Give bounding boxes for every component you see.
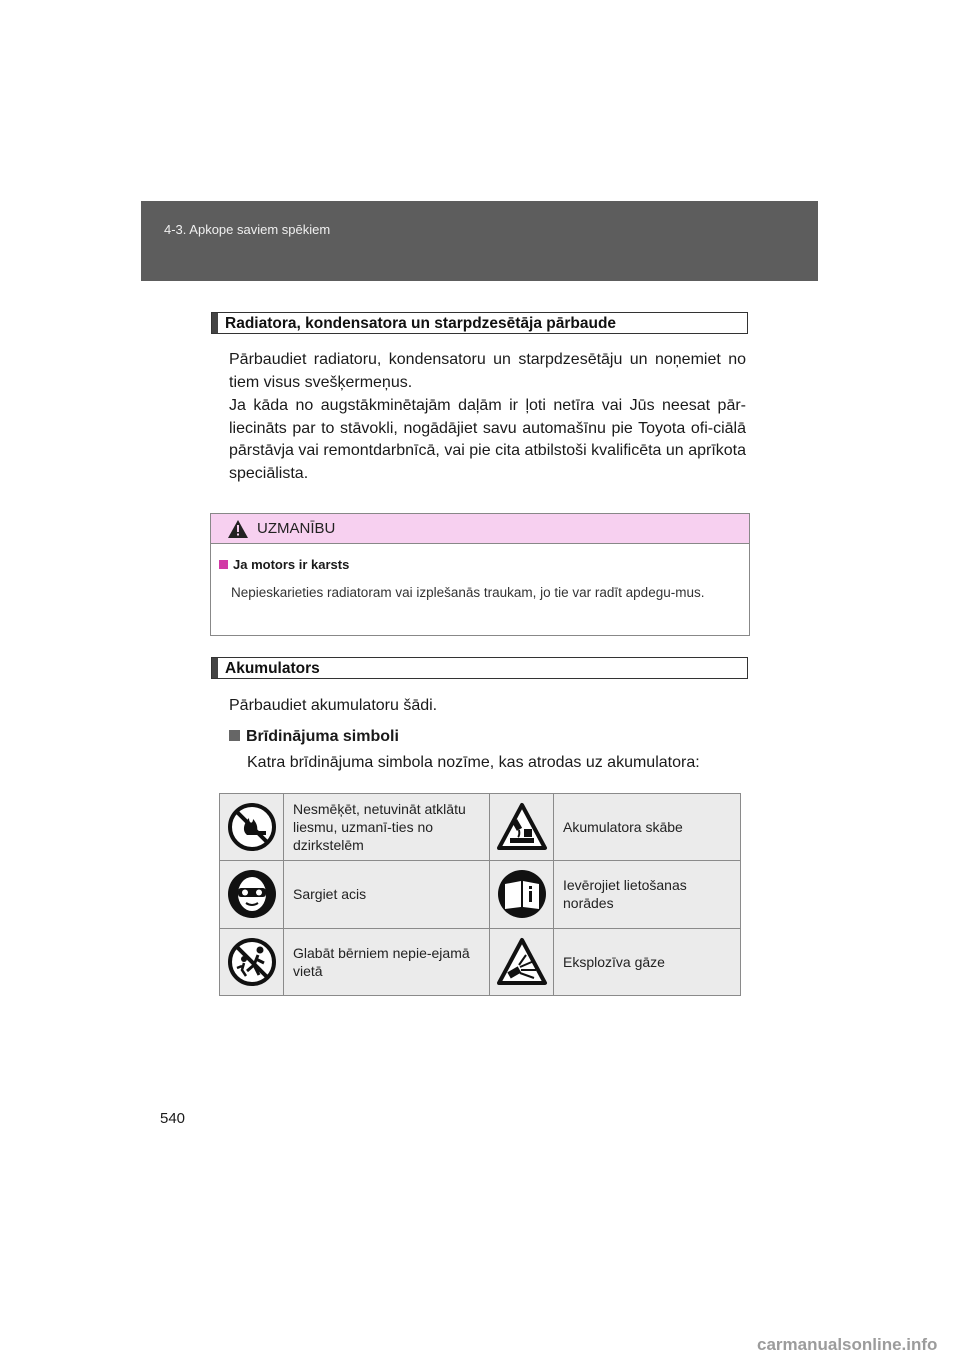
symbol-label-manual: Ievērojiet lietošanas norādes	[554, 861, 741, 928]
caution-text: Nepieskarieties radiatoram vai izplešanās traukam, jo tie var radīt apdegu-mus.	[231, 585, 705, 600]
pink-bullet-icon	[219, 560, 228, 569]
explosive-icon	[496, 937, 548, 987]
symbol-label-acid: Akumulatora skābe	[554, 794, 741, 861]
symbol-label-explosive: Eksplozīva gāze	[554, 928, 741, 995]
table-row	[220, 794, 741, 861]
section-heading-text: Radiatora, kondensatora un starpdzesētāja pārbaude	[225, 315, 617, 332]
symbol-label-goggles: Sargiet acis	[284, 861, 490, 928]
gray-bullet-icon	[229, 730, 240, 741]
symbol-label-no-fire: Nesmēķēt, netuvināt atklātu liesmu, uzmanī-ties no dzirkstelēm	[284, 794, 490, 861]
no-children-icon	[227, 937, 277, 987]
table-row	[220, 928, 741, 995]
symbols-subheading	[229, 728, 399, 746]
caution-subheading	[219, 557, 349, 572]
page-number: 540	[160, 1110, 186, 1127]
warning-symbols-table	[219, 793, 741, 996]
symbol-label-children: Glabāt bērniem nepie-ejamā vietā	[284, 928, 490, 995]
caution-subheading-text: Ja motors ir karsts	[233, 557, 350, 572]
symbols-intro: Katra brīdinājuma simbola nozīme, kas atrodas uz akumulatora:	[247, 754, 700, 771]
caution-title: UZMANĪBU	[257, 520, 336, 537]
site-watermark[interactable]: carmanualsonline.info	[757, 1335, 938, 1354]
manual-icon	[497, 869, 547, 919]
section-heading-battery	[211, 657, 748, 679]
radiator-paragraph-1: Pārbaudiet radiatoru, kondensatoru un starpdzesētāju un noņemiet no tiem visus svešķermeņus.	[229, 351, 746, 391]
section-heading-text: Akumulators	[225, 660, 320, 677]
radiator-paragraph-2: Ja kāda no augstākminētajām daļām ir ļoti netīra vai Jūs neesat pār-liecināts par to stāvokli, nogādājiet savu automašīnu pie Toyota ofi-ciālā pārstāvja vai remontdarbnīcā, vai pie cita atbilstoši kvalificēta un aprīkota speciālista.	[229, 397, 746, 482]
table-row	[220, 861, 741, 928]
section-label: 4-3. Apkope saviem spēkiem	[164, 222, 331, 237]
warning-triangle-icon	[227, 519, 249, 539]
caution-box	[210, 513, 750, 636]
battery-intro: Pārbaudiet akumulatoru šādi.	[229, 697, 438, 714]
goggles-icon	[227, 869, 277, 919]
acid-icon	[496, 802, 548, 852]
header-band	[141, 201, 818, 281]
caution-header	[211, 514, 749, 544]
symbols-subheading-text: Brīdinājuma simboli	[246, 728, 399, 745]
section-heading-radiator	[211, 312, 748, 334]
no-fire-icon	[227, 802, 277, 852]
